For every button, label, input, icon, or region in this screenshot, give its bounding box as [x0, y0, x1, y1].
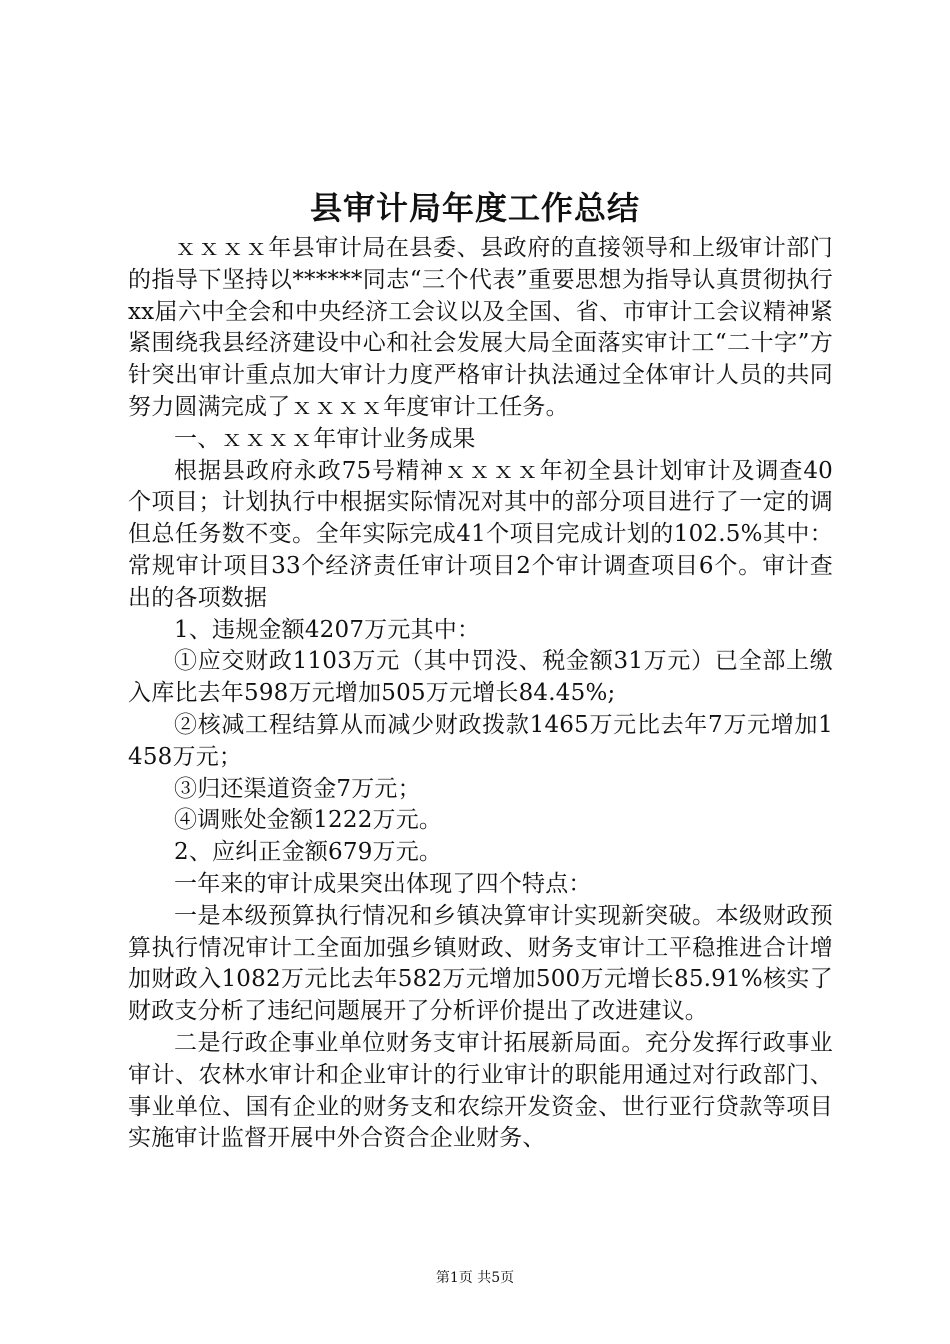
paragraph-intro: ｘｘｘｘ年县审计局在县委、县政府的直接领导和上级审计部门的指导下坚持以******同志“三个代表”重要思想为指导认真贯彻执行xx届六中全会和中央经济工会议以及全国、省、市审计工会议精神紧紧围绕我县经济建设中心和社会发展大局全面落实审计工“二十字”方针突出审计重点加大审计力度严格审计执法通过全体审计人员的共同努力圆满完成了ｘｘｘｘ年度审计工任务。 — [128, 235, 833, 420]
page-footer: 第1页 共5页 — [435, 1270, 515, 1286]
list-item: ②核减工程结算从而减少财政拨款1465万元比去年7万元增加1458万元； — [128, 711, 833, 770]
list-item: ③归还渠道资金7万元； — [174, 775, 421, 802]
document-body — [128, 233, 833, 1155]
paragraph-feature-one: 一是本级预算执行情况和乡镇决算审计实现新突破。本级财政预算执行情况审计工全面加强乡镇财政、财务支审计工平稳推进合计增加财政入1082万元比去年582万元增加500万元增长85.91%核实了财政支分析了违纪问题展开了分析评价提出了改进建议。 — [128, 902, 833, 1025]
paragraph-features-intro: 一年来的审计成果突出体现了四个特点： — [174, 870, 592, 897]
list-item: 2、应纠正金额679万元。 — [174, 839, 443, 866]
list-item: ④调账处金额1222万元。 — [174, 807, 443, 834]
paragraph-feature-two: 二是行政企事业单位财务支审计拓展新局面。充分发挥行政事业审计、农林水审计和企业审计的行业审计的职能用通过对行政部门、事业单位、国有企业的财务支和农综开发资金、世行亚行贷款等项目实施审计监督开展中外合资合企业财务、 — [128, 1029, 833, 1152]
list-item: ①应交财政1103万元（其中罚没、税金额31万元）已全部上缴入库比去年598万元增加505万元增长84.45%; — [128, 648, 833, 707]
list-item: 1、违规金额4207万元其中： — [174, 616, 481, 643]
section-heading: 一、ｘｘｘｘ年审计业务成果 — [174, 425, 476, 452]
paragraph-plan: 根据县政府永政75号精神ｘｘｘｘ年初全县计划审计及调查40个项目；计划执行中根据实际情况对其中的部分项目进行了一定的调但总任务数不变。全年实际完成41个项目完成计划的102.5%其中：常规审计项目33个经济责任审计项目2个审计调查项目6个。审计查出的各项数据 — [128, 457, 833, 611]
document-title: 县审计局年度工作总结 — [309, 189, 640, 227]
